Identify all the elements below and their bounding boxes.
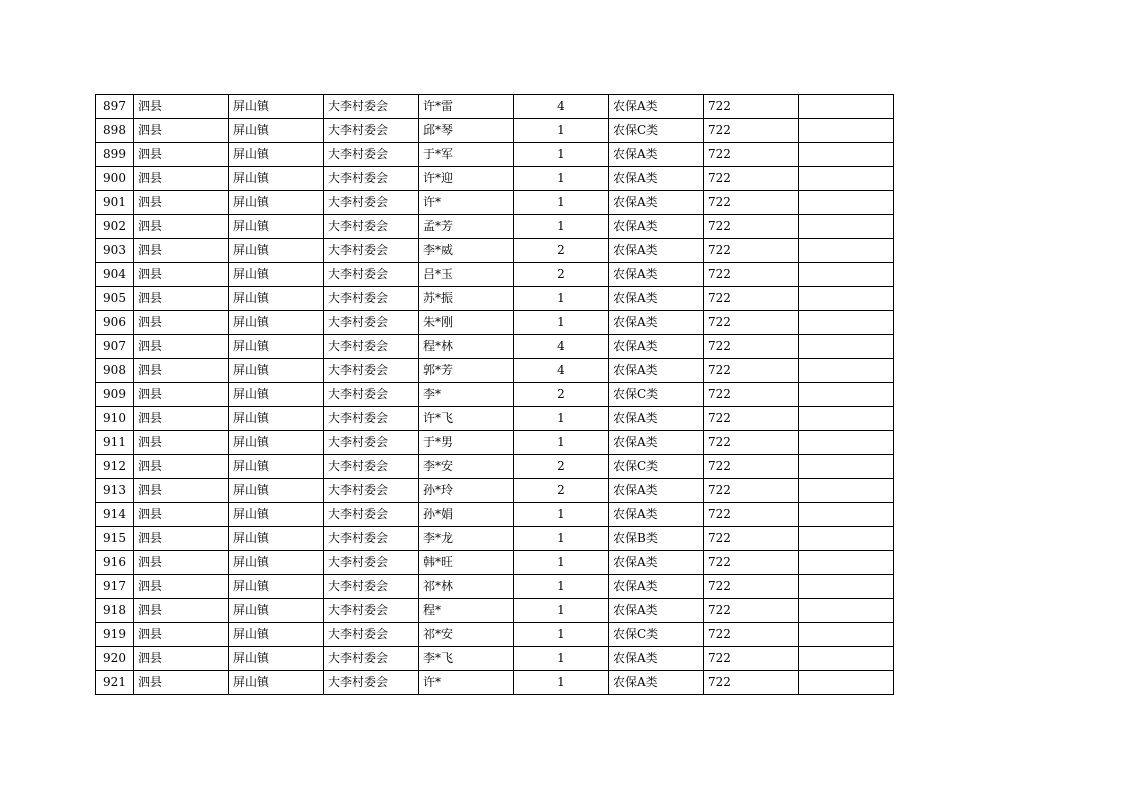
row-number-cell: 905 <box>96 287 134 311</box>
name-cell: 于*男 <box>419 431 514 455</box>
household-count-cell: 1 <box>514 311 609 335</box>
row-number-cell: 914 <box>96 503 134 527</box>
village-committee-cell: 大李村委会 <box>324 479 419 503</box>
town-cell: 屏山镇 <box>229 287 324 311</box>
village-committee-cell: 大李村委会 <box>324 551 419 575</box>
household-count-cell: 1 <box>514 167 609 191</box>
note-cell <box>799 191 894 215</box>
household-count-cell: 1 <box>514 551 609 575</box>
name-cell: 于*军 <box>419 143 514 167</box>
household-count-cell: 2 <box>514 263 609 287</box>
note-cell <box>799 431 894 455</box>
name-cell: 李*龙 <box>419 527 514 551</box>
name-cell: 李* <box>419 383 514 407</box>
town-cell: 屏山镇 <box>229 95 324 119</box>
amount-cell: 722 <box>704 527 799 551</box>
village-committee-cell: 大李村委会 <box>324 359 419 383</box>
insurance-type-cell: 农保A类 <box>609 335 704 359</box>
county-cell: 泗县 <box>134 215 229 239</box>
village-committee-cell: 大李村委会 <box>324 335 419 359</box>
table-row <box>96 383 894 407</box>
name-cell: 孙*娟 <box>419 503 514 527</box>
county-cell: 泗县 <box>134 575 229 599</box>
table-row <box>96 215 894 239</box>
row-number-cell: 898 <box>96 119 134 143</box>
table-row <box>96 407 894 431</box>
village-committee-cell: 大李村委会 <box>324 407 419 431</box>
table-row <box>96 647 894 671</box>
town-cell: 屏山镇 <box>229 623 324 647</box>
note-cell <box>799 335 894 359</box>
household-count-cell: 1 <box>514 623 609 647</box>
amount-cell: 722 <box>704 599 799 623</box>
row-number-cell: 913 <box>96 479 134 503</box>
insurance-type-cell: 农保A类 <box>609 479 704 503</box>
note-cell <box>799 215 894 239</box>
amount-cell: 722 <box>704 671 799 695</box>
county-cell: 泗县 <box>134 503 229 527</box>
town-cell: 屏山镇 <box>229 215 324 239</box>
village-committee-cell: 大李村委会 <box>324 95 419 119</box>
household-count-cell: 4 <box>514 95 609 119</box>
household-count-cell: 1 <box>514 575 609 599</box>
town-cell: 屏山镇 <box>229 599 324 623</box>
name-cell: 许*雷 <box>419 95 514 119</box>
village-committee-cell: 大李村委会 <box>324 671 419 695</box>
amount-cell: 722 <box>704 95 799 119</box>
county-cell: 泗县 <box>134 455 229 479</box>
row-number-cell: 906 <box>96 311 134 335</box>
note-cell <box>799 623 894 647</box>
amount-cell: 722 <box>704 167 799 191</box>
town-cell: 屏山镇 <box>229 263 324 287</box>
county-cell: 泗县 <box>134 599 229 623</box>
insurance-type-cell: 农保A类 <box>609 671 704 695</box>
county-cell: 泗县 <box>134 95 229 119</box>
insurance-type-cell: 农保A类 <box>609 215 704 239</box>
table-row <box>96 191 894 215</box>
note-cell <box>799 311 894 335</box>
row-number-cell: 911 <box>96 431 134 455</box>
amount-cell: 722 <box>704 239 799 263</box>
village-committee-cell: 大李村委会 <box>324 167 419 191</box>
insurance-type-cell: 农保A类 <box>609 191 704 215</box>
county-cell: 泗县 <box>134 143 229 167</box>
town-cell: 屏山镇 <box>229 239 324 263</box>
village-committee-cell: 大李村委会 <box>324 575 419 599</box>
household-count-cell: 1 <box>514 503 609 527</box>
row-number-cell: 899 <box>96 143 134 167</box>
insurance-type-cell: 农保A类 <box>609 311 704 335</box>
table-row <box>96 623 894 647</box>
village-committee-cell: 大李村委会 <box>324 527 419 551</box>
household-count-cell: 1 <box>514 407 609 431</box>
insurance-type-cell: 农保A类 <box>609 551 704 575</box>
village-committee-cell: 大李村委会 <box>324 623 419 647</box>
insurance-type-cell: 农保A类 <box>609 167 704 191</box>
town-cell: 屏山镇 <box>229 671 324 695</box>
row-number-cell: 908 <box>96 359 134 383</box>
amount-cell: 722 <box>704 119 799 143</box>
name-cell: 邱*琴 <box>419 119 514 143</box>
table-row <box>96 479 894 503</box>
row-number-cell: 910 <box>96 407 134 431</box>
town-cell: 屏山镇 <box>229 335 324 359</box>
village-committee-cell: 大李村委会 <box>324 119 419 143</box>
insurance-type-cell: 农保A类 <box>609 407 704 431</box>
village-committee-cell: 大李村委会 <box>324 287 419 311</box>
amount-cell: 722 <box>704 431 799 455</box>
household-count-cell: 2 <box>514 455 609 479</box>
household-count-cell: 1 <box>514 671 609 695</box>
town-cell: 屏山镇 <box>229 359 324 383</box>
village-committee-cell: 大李村委会 <box>324 647 419 671</box>
table-row <box>96 119 894 143</box>
name-cell: 祁*林 <box>419 575 514 599</box>
name-cell: 孟*芳 <box>419 215 514 239</box>
town-cell: 屏山镇 <box>229 647 324 671</box>
insurance-type-cell: 农保A类 <box>609 647 704 671</box>
table-row <box>96 671 894 695</box>
amount-cell: 722 <box>704 383 799 407</box>
name-cell: 韩*旺 <box>419 551 514 575</box>
town-cell: 屏山镇 <box>229 455 324 479</box>
note-cell <box>799 119 894 143</box>
insurance-type-cell: 农保C类 <box>609 383 704 407</box>
amount-cell: 722 <box>704 263 799 287</box>
insurance-type-cell: 农保A类 <box>609 599 704 623</box>
county-cell: 泗县 <box>134 623 229 647</box>
row-number-cell: 918 <box>96 599 134 623</box>
household-count-cell: 1 <box>514 143 609 167</box>
amount-cell: 722 <box>704 191 799 215</box>
county-cell: 泗县 <box>134 527 229 551</box>
table-row <box>96 167 894 191</box>
town-cell: 屏山镇 <box>229 383 324 407</box>
table-row <box>96 263 894 287</box>
amount-cell: 722 <box>704 479 799 503</box>
name-cell: 李*安 <box>419 455 514 479</box>
note-cell <box>799 383 894 407</box>
household-count-cell: 1 <box>514 287 609 311</box>
town-cell: 屏山镇 <box>229 551 324 575</box>
table-row <box>96 455 894 479</box>
table-row <box>96 95 894 119</box>
household-count-cell: 2 <box>514 479 609 503</box>
table-row <box>96 599 894 623</box>
household-count-cell: 1 <box>514 431 609 455</box>
note-cell <box>799 263 894 287</box>
table-row <box>96 287 894 311</box>
note-cell <box>799 575 894 599</box>
village-committee-cell: 大李村委会 <box>324 431 419 455</box>
note-cell <box>799 647 894 671</box>
insurance-type-cell: 农保A类 <box>609 95 704 119</box>
row-number-cell: 907 <box>96 335 134 359</box>
note-cell <box>799 479 894 503</box>
town-cell: 屏山镇 <box>229 575 324 599</box>
insurance-type-cell: 农保C类 <box>609 455 704 479</box>
row-number-cell: 902 <box>96 215 134 239</box>
county-cell: 泗县 <box>134 551 229 575</box>
county-cell: 泗县 <box>134 119 229 143</box>
county-cell: 泗县 <box>134 479 229 503</box>
household-count-cell: 1 <box>514 119 609 143</box>
household-count-cell: 4 <box>514 335 609 359</box>
note-cell <box>799 167 894 191</box>
table-row <box>96 527 894 551</box>
note-cell <box>799 143 894 167</box>
amount-cell: 722 <box>704 215 799 239</box>
town-cell: 屏山镇 <box>229 143 324 167</box>
amount-cell: 722 <box>704 143 799 167</box>
row-number-cell: 917 <box>96 575 134 599</box>
table-row <box>96 575 894 599</box>
amount-cell: 722 <box>704 647 799 671</box>
amount-cell: 722 <box>704 623 799 647</box>
household-count-cell: 1 <box>514 647 609 671</box>
county-cell: 泗县 <box>134 191 229 215</box>
county-cell: 泗县 <box>134 431 229 455</box>
county-cell: 泗县 <box>134 287 229 311</box>
insurance-type-cell: 农保A类 <box>609 143 704 167</box>
insurance-type-cell: 农保A类 <box>609 431 704 455</box>
row-number-cell: 909 <box>96 383 134 407</box>
row-number-cell: 920 <box>96 647 134 671</box>
village-committee-cell: 大李村委会 <box>324 455 419 479</box>
amount-cell: 722 <box>704 551 799 575</box>
name-cell: 朱*刚 <box>419 311 514 335</box>
table-row <box>96 335 894 359</box>
table-row <box>96 311 894 335</box>
village-committee-cell: 大李村委会 <box>324 215 419 239</box>
row-number-cell: 901 <box>96 191 134 215</box>
beneficiary-table <box>95 94 894 695</box>
county-cell: 泗县 <box>134 359 229 383</box>
row-number-cell: 915 <box>96 527 134 551</box>
village-committee-cell: 大李村委会 <box>324 383 419 407</box>
town-cell: 屏山镇 <box>229 191 324 215</box>
county-cell: 泗县 <box>134 647 229 671</box>
name-cell: 祁*安 <box>419 623 514 647</box>
note-cell <box>799 527 894 551</box>
amount-cell: 722 <box>704 359 799 383</box>
amount-cell: 722 <box>704 407 799 431</box>
table-row <box>96 551 894 575</box>
row-number-cell: 903 <box>96 239 134 263</box>
row-number-cell: 916 <box>96 551 134 575</box>
insurance-type-cell: 农保A类 <box>609 263 704 287</box>
village-committee-cell: 大李村委会 <box>324 263 419 287</box>
row-number-cell: 919 <box>96 623 134 647</box>
name-cell: 许*迎 <box>419 167 514 191</box>
note-cell <box>799 95 894 119</box>
insurance-type-cell: 农保B类 <box>609 527 704 551</box>
county-cell: 泗县 <box>134 311 229 335</box>
county-cell: 泗县 <box>134 335 229 359</box>
town-cell: 屏山镇 <box>229 431 324 455</box>
note-cell <box>799 671 894 695</box>
county-cell: 泗县 <box>134 167 229 191</box>
insurance-type-cell: 农保A类 <box>609 503 704 527</box>
table-row <box>96 503 894 527</box>
amount-cell: 722 <box>704 287 799 311</box>
village-committee-cell: 大李村委会 <box>324 503 419 527</box>
household-count-cell: 4 <box>514 359 609 383</box>
note-cell <box>799 359 894 383</box>
county-cell: 泗县 <box>134 383 229 407</box>
name-cell: 孙*玲 <box>419 479 514 503</box>
table-row <box>96 431 894 455</box>
row-number-cell: 921 <box>96 671 134 695</box>
row-number-cell: 904 <box>96 263 134 287</box>
table-row <box>96 239 894 263</box>
town-cell: 屏山镇 <box>229 479 324 503</box>
town-cell: 屏山镇 <box>229 503 324 527</box>
insurance-type-cell: 农保C类 <box>609 623 704 647</box>
village-committee-cell: 大李村委会 <box>324 191 419 215</box>
note-cell <box>799 239 894 263</box>
note-cell <box>799 599 894 623</box>
amount-cell: 722 <box>704 455 799 479</box>
town-cell: 屏山镇 <box>229 167 324 191</box>
household-count-cell: 2 <box>514 239 609 263</box>
row-number-cell: 897 <box>96 95 134 119</box>
amount-cell: 722 <box>704 503 799 527</box>
county-cell: 泗县 <box>134 239 229 263</box>
insurance-type-cell: 农保A类 <box>609 359 704 383</box>
town-cell: 屏山镇 <box>229 311 324 335</box>
town-cell: 屏山镇 <box>229 407 324 431</box>
name-cell: 郭*芳 <box>419 359 514 383</box>
insurance-type-cell: 农保A类 <box>609 287 704 311</box>
note-cell <box>799 503 894 527</box>
name-cell: 许* <box>419 671 514 695</box>
household-count-cell: 1 <box>514 215 609 239</box>
name-cell: 程* <box>419 599 514 623</box>
table-body <box>96 95 894 695</box>
name-cell: 程*林 <box>419 335 514 359</box>
name-cell: 许*飞 <box>419 407 514 431</box>
amount-cell: 722 <box>704 311 799 335</box>
county-cell: 泗县 <box>134 407 229 431</box>
village-committee-cell: 大李村委会 <box>324 311 419 335</box>
county-cell: 泗县 <box>134 263 229 287</box>
insurance-type-cell: 农保A类 <box>609 239 704 263</box>
household-count-cell: 1 <box>514 599 609 623</box>
amount-cell: 722 <box>704 575 799 599</box>
name-cell: 李*飞 <box>419 647 514 671</box>
amount-cell: 722 <box>704 335 799 359</box>
county-cell: 泗县 <box>134 671 229 695</box>
table-row <box>96 359 894 383</box>
note-cell <box>799 551 894 575</box>
note-cell <box>799 287 894 311</box>
table-row <box>96 143 894 167</box>
household-count-cell: 1 <box>514 191 609 215</box>
note-cell <box>799 407 894 431</box>
note-cell <box>799 455 894 479</box>
town-cell: 屏山镇 <box>229 119 324 143</box>
name-cell: 李*威 <box>419 239 514 263</box>
name-cell: 吕*玉 <box>419 263 514 287</box>
name-cell: 苏*振 <box>419 287 514 311</box>
village-committee-cell: 大李村委会 <box>324 239 419 263</box>
village-committee-cell: 大李村委会 <box>324 143 419 167</box>
household-count-cell: 1 <box>514 527 609 551</box>
row-number-cell: 912 <box>96 455 134 479</box>
insurance-type-cell: 农保A类 <box>609 575 704 599</box>
town-cell: 屏山镇 <box>229 527 324 551</box>
insurance-type-cell: 农保C类 <box>609 119 704 143</box>
row-number-cell: 900 <box>96 167 134 191</box>
name-cell: 许* <box>419 191 514 215</box>
village-committee-cell: 大李村委会 <box>324 599 419 623</box>
household-count-cell: 2 <box>514 383 609 407</box>
